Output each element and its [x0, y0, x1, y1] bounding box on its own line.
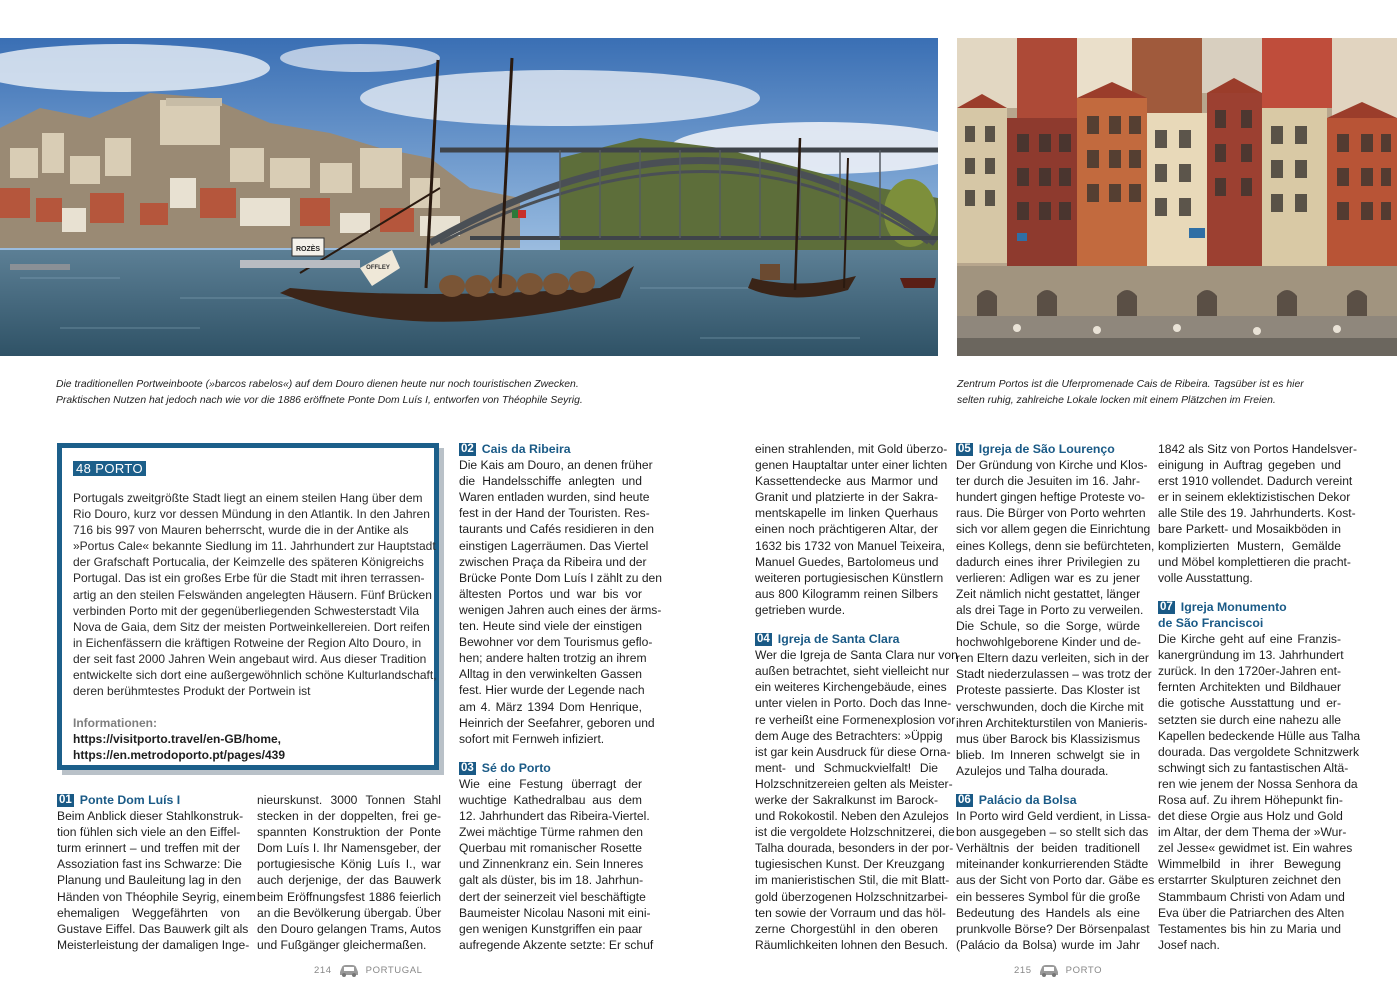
text-line: Brücke Ponte Dom Luís I zählt zu den	[459, 570, 663, 585]
text-line: im manieristischen Stil, die mit Blatt-	[755, 873, 950, 888]
text-line: wuchtige Kathedralbau aus dem	[459, 792, 642, 807]
info-box-line: Portugal. Das ist ein großes Erbe für die Stadt mit ihren terrassen-	[73, 571, 425, 586]
photo-ribeira-facades	[957, 38, 1397, 356]
text-line: galt als düster, bis im 18. Jahrhun-	[459, 873, 644, 888]
caption-line: Praktischen Nutzen hat jedoch nach wie vor die 1886 eröffnete Ponte Dom Luís I, entworfen von Théophile Seyrig.	[56, 395, 583, 406]
text-line: fest. Hier wurde der Legende nach	[459, 683, 645, 698]
footer-left	[314, 964, 423, 977]
column-1	[57, 792, 256, 953]
text-line: Zeit nämlich nicht gestattet, länger	[956, 586, 1141, 601]
section-title-text: Ponte Dom Luís I	[79, 793, 181, 807]
running-header: PORTO	[1065, 965, 1103, 976]
boat-name-offley: OFFLEY	[366, 265, 390, 271]
page-number: 214	[314, 965, 332, 976]
text-line: verlieren: Adligen war es zu jener	[956, 570, 1140, 585]
text-line: re verheißt eine Formenexplosion vor	[755, 712, 956, 727]
page-number: 215	[1014, 965, 1032, 976]
text-line: Wie eine Festung überragt der	[459, 776, 642, 791]
section-title-sao-lourenco	[956, 441, 1140, 457]
text-line: spannten Konstruktion der Ponte	[257, 825, 441, 840]
car-icon	[338, 964, 360, 977]
text-line: zerne Chorgestühl in den oberen	[755, 921, 938, 936]
text-line: Kassettendecke aus Marmor und	[755, 474, 938, 489]
text-line: det diese Orgie aus Holz und Gold	[1158, 809, 1343, 824]
text-line: Beim Anblick dieser Stahlkonstruk-	[57, 809, 244, 824]
text-line: erstarrter Skulpturen zeichnet den	[1158, 873, 1341, 888]
info-box-line: artig an den steilen Felswänden angelegten Häusern. Fünf Brücken	[73, 587, 432, 602]
section-title-text: Igreja Monumento	[1180, 599, 1287, 614]
text-line: Die Kais am Douro, an denen früher	[459, 458, 653, 473]
text-line: zel Jesse« gewidmet ist. Ein wahres	[1158, 841, 1353, 856]
column-3	[459, 441, 663, 953]
text-line: zwischen Praça da Ribeira und der	[459, 554, 647, 569]
boat-sign-rozes: ROZÈS	[295, 246, 321, 253]
text-line: ren Eltern dazu verleiten, sich in der	[956, 651, 1149, 666]
text-line: ihren Architekturstilen von Manieris-	[956, 715, 1148, 730]
text-line: erst 1910 vollendet. Dadurch vereint	[1158, 474, 1353, 489]
text-line: raus. Die Bürger von Porto wehrten	[956, 506, 1146, 521]
text-line: In Porto wird Geld verdient, in Lissa-	[956, 809, 1151, 824]
text-line: und Möbel komplettieren die pracht-	[1158, 554, 1351, 569]
text-line: Baumeister Nicolau Nasoni mit eini-	[459, 905, 651, 920]
section-title-sao-francisco	[1158, 599, 1341, 615]
section-title-text: Sé do Porto	[481, 760, 551, 775]
link-visitporto[interactable]: https://visitporto.travel/en-GB/home,	[73, 732, 282, 747]
text-line: schwingt sich zu fantastischen Altä-	[1158, 760, 1349, 775]
text-line: 12. Jahrhundert das Ribeira-Viertel.	[459, 809, 650, 824]
column-2	[257, 792, 441, 953]
section-number: 03	[461, 761, 474, 774]
section-title-cais-da-ribeira	[459, 441, 642, 457]
text-line: dourada. Das vergoldete Schnitzwerk	[1158, 744, 1359, 759]
text-line: Wer die Igreja de Santa Clara nur von	[755, 648, 958, 663]
text-line: turm erinnert – und treffen mit der	[57, 841, 240, 856]
text-line: Talha dourada, besonders in der por-	[755, 841, 954, 856]
text-line: verschwunden, doch die Kirche mit	[956, 699, 1144, 714]
text-line: ment- und Schmuckvielfalt! Die	[755, 760, 938, 775]
text-line: auch derjenige, der das Bauwerk	[257, 873, 441, 888]
section-title-text: Igreja de São Lourenço	[978, 442, 1115, 456]
text-line: als drei Tage in Porto zu verweilen.	[956, 602, 1144, 617]
section-title-text: Igreja de Santa Clara	[777, 632, 900, 647]
text-line: einigung in Auftrag gegeben und	[1158, 458, 1341, 473]
text-line: Bewohner vor dem Tourismus geflo-	[459, 635, 653, 650]
section-title-text: Palácio da Bolsa	[978, 792, 1077, 807]
text-line: die Handelsschiffe anlegten und	[459, 474, 642, 489]
text-line: wenigen Jahren auch eines der ärms-	[459, 602, 662, 617]
section-title-santa-clara	[755, 631, 938, 647]
column-6	[1158, 441, 1361, 953]
text-line: Die Kirche geht auf eine Franzis-	[1158, 632, 1341, 647]
text-line: sofort mit Fernweh infiziert.	[459, 731, 605, 746]
text-line: werke der Sakralkunst im Barock-	[755, 792, 938, 807]
text-line: ist die vergoldete Holzschnitzerei, die	[755, 825, 955, 840]
text-line: Granit und platzierte in der Sakra-	[755, 490, 938, 505]
text-line: Bedeutung des Handels als eine	[956, 905, 1140, 920]
text-line: portugiesische König Luís I., war	[257, 857, 441, 872]
text-line: weiteren portugiesischen Künstlern	[755, 570, 944, 585]
text-line: Azulejos und Talha dourada.	[956, 763, 1109, 778]
text-line: sich vor allem gegen die Einrichtung	[956, 522, 1151, 537]
text-line: Stammbaum Christi von Adam und	[1158, 889, 1345, 904]
text-line: mentskapelle im linken Querhaus	[755, 506, 938, 521]
text-line: Der Gründung von Kirche und Klos-	[956, 458, 1148, 473]
text-line: aus der Sicht von Porto dar. Gäbe es	[956, 873, 1155, 888]
info-box-line: 716 bis 997 von Mauren beherrscht, wurde die in der Antike als	[73, 523, 409, 538]
text-line: kanergründung im 13. Jahrhundert	[1158, 648, 1344, 663]
text-line: ter durch die Jesuiten im 16. Jahr-	[956, 474, 1140, 489]
text-line: Die Schule, so die Sorge, würde	[956, 619, 1140, 634]
text-line: Querbau mit romanischer Rosette	[459, 841, 642, 856]
info-box-title: 48 PORTO	[73, 461, 146, 476]
text-line: getrieben wurde.	[755, 602, 846, 617]
text-line: fest in der Hand der Touristen. Res-	[459, 506, 650, 521]
info-box-line: Rio Douro, kurz vor dessen Mündung in den Atlantik. In den Jahren	[73, 507, 430, 522]
text-line: dadurch eines ihrer Privilegien zu	[956, 554, 1140, 569]
text-line: genen Hauptaltar unter einer lichten	[755, 458, 948, 473]
text-line: tugiesischen Kunst. Der Kreuzgang	[755, 857, 945, 872]
text-line: komplizierten Mustern, Gemälde	[1158, 538, 1341, 553]
text-line: Josef nach.	[1158, 937, 1220, 952]
info-box-body	[73, 490, 437, 699]
text-line: nieurskunst. 3000 Tonnen Stahl	[257, 793, 441, 807]
text-line: taurants und Cafés residieren in den	[459, 522, 654, 537]
info-box-line: Nova de Gaia, dem Sitz der meisten Portweinkellereien. Dort reifen	[73, 619, 430, 634]
text-line: mus über Barock bis Klassizismus	[956, 731, 1140, 746]
text-line: Zwei mächtige Türme rahmen den	[459, 825, 643, 840]
text-line: ältesten Portos und war bis vor	[459, 586, 642, 601]
text-line: Räumlichkeiten lohnen den Besuch.	[755, 937, 948, 952]
section-number: 04	[757, 633, 770, 646]
section-number: 02	[461, 443, 474, 455]
column-5	[956, 441, 1155, 953]
text-line: ten sowie der Vorraum und das höl-	[755, 905, 946, 920]
section-title-se-do-porto	[459, 760, 642, 776]
text-line: zurück. In den 1720er-Jahren ent-	[1158, 664, 1341, 679]
text-line: hundert gingen heftige Proteste vo-	[956, 490, 1145, 505]
text-line: Manuel Guedes, Bartolomeus und	[755, 554, 939, 569]
text-line: Verhältnis der beiden traditionell	[956, 841, 1140, 856]
text-line: unter vielen in Porto. Doch das Inne-	[755, 696, 952, 711]
text-line: Händen von Théophile Seyrig, einem	[57, 889, 256, 904]
text-line: 1842 als Sitz von Portos Handelsver-	[1158, 442, 1357, 456]
text-line: setzten sie durch eine nahezu alle	[1158, 712, 1341, 727]
info-box-line: Portugals zweitgrößte Stadt liegt an einem steilen Hang über dem	[73, 491, 423, 505]
text-line: hen; andere halten trotzig an ihrem	[459, 651, 647, 666]
caption-left	[56, 377, 583, 409]
text-line: am 4. März 1394 Dom Henrique,	[459, 699, 642, 714]
section-title-palacio-da-bolsa	[956, 792, 1140, 808]
column-4	[755, 441, 958, 953]
text-line: bare Parkett- und Mosaikböden in	[1158, 522, 1341, 537]
text-line: miteinander konkurrierenden Städte	[956, 857, 1149, 872]
text-line: Holzschnitzereien gelten als Meister-	[755, 776, 953, 791]
text-line: Kapellen bedeckende Hülle aus Talha	[1158, 728, 1361, 743]
section-number: 07	[1160, 600, 1173, 613]
text-line: bon ausgegeben – so stellt sich das	[956, 825, 1149, 840]
section-number: 06	[958, 793, 971, 806]
text-line: alle Stile des 19. Jahrhunderts. Kost-	[1158, 506, 1356, 521]
text-line: außen betrachtet, sieht vielleicht nur	[755, 664, 950, 679]
text-line: fernten Architekten und Bildhauer	[1158, 680, 1341, 695]
text-line: ehemaligen Weggefährten von	[57, 905, 240, 920]
text-line: Rosa auf. Zu ihrem Höhepunkt fin-	[1158, 792, 1343, 807]
info-box-line: der seit fast 2000 Jahren Wein angebaut wird. Aus dieser Tradition	[73, 651, 427, 666]
text-line: Testamentes bis hin zu Maria und	[1158, 921, 1341, 936]
text-line: Gustave Eiffel. Das Bauwerk gilt als	[57, 921, 249, 936]
section-title-ponte-dom-luis	[57, 792, 240, 808]
text-line: Heinrich der Seefahrer, geboren und	[459, 715, 655, 730]
info-box-line: deren berühmtestes Produkt der Portwein ist	[73, 684, 311, 699]
text-line: eines Kollegs, denn sie befürchteten,	[956, 538, 1155, 553]
text-line: ist gar kein Ausdruck für diese Orna-	[755, 744, 951, 759]
caption-line: selten ruhig, zahlreiche Lokale locken mit einem Plätzchen im Freien.	[957, 395, 1276, 406]
text-line: gold überzogenen Holzschnitzarbei-	[755, 889, 948, 904]
photo-douro-bridge	[0, 38, 938, 356]
text-line: 1632 bis 1732 von Manuel Teixeira,	[755, 538, 946, 553]
text-line: beim Eröffnungsfest 1886 feierlich	[257, 889, 441, 904]
text-line: stecken in der doppelten, frei ge-	[257, 809, 441, 824]
info-box-line: in Eichenfässern die kräftigen Rotweine der Region Alto Douro, in	[73, 635, 422, 650]
running-header: PORTUGAL	[365, 965, 423, 976]
text-line: Meisterleistung der damaligen Inge-	[57, 937, 250, 952]
text-line: ein besseres Symbol für die große	[956, 889, 1141, 904]
text-line: tion fühlen sich viele an den Eiffel-	[57, 825, 241, 840]
text-line: Assoziation fast ins Schwarze: Die	[57, 857, 242, 872]
text-line: an die Bevölkerung übergab. Über	[257, 905, 442, 920]
text-line: Alltag in den verwinkelten Gassen	[459, 667, 642, 682]
text-line: Wimmelbild in ihrer Bewegung	[1158, 857, 1341, 872]
text-line: gen wenigen Kunstgriffen ein paar	[459, 921, 643, 936]
text-line: Waren entladen wurden, sind heute	[459, 490, 650, 505]
link-metrodoporto[interactable]: https://en.metrodoporto.pt/pages/439	[73, 748, 286, 763]
info-box-line: verbinden Porto mit der gegenüberliegenden Schwesterstadt Vila	[73, 603, 419, 618]
text-line: Eva über die Patriarchen des Alten	[1158, 905, 1345, 920]
footer-right	[1014, 964, 1102, 977]
car-icon	[1038, 964, 1060, 977]
text-line: einen noch prächtigeren Altar, der	[755, 522, 938, 537]
text-line: hochwohlgeborene Kinder und de-	[956, 635, 1141, 650]
text-line: er in seinem eklektizistischen Dekor	[1158, 490, 1351, 505]
text-line: (Palácio da Bolsa) wurde im Jahr	[956, 937, 1140, 952]
text-line: dem Auge des Betrachters: »Üppig	[755, 728, 943, 743]
info-box-line: entwickelte sich dort eine außergewöhnlich schöne Kulturlandschaft,	[73, 668, 437, 683]
caption-line: Die traditionellen Portweinboote (»barcos rabelos«) auf dem Douro dienen heute nur noch touristischen Zwecken.	[56, 379, 579, 390]
text-line: einen strahlenden, mit Gold überzo-	[755, 442, 948, 456]
caption-line: Zentrum Portos ist die Uferpromenade Cais de Ribeira. Tagsüber ist es hier	[957, 379, 1304, 390]
text-line: Stadt niederzulassen – was trotz der	[956, 667, 1152, 682]
section-number: 05	[958, 443, 971, 455]
text-line: ten. Heute sind viele der einstigen	[459, 619, 642, 634]
text-line: volle Ausstattung.	[1158, 570, 1253, 585]
text-line: und Fußgänger gleichermaßen.	[257, 937, 427, 952]
section-number: 01	[59, 794, 72, 806]
info-box-line: »Portus Cale« bekannte Siedlung im 11. Jahrhundert zur Hauptstadt	[73, 539, 436, 554]
text-line: und Rokokostil. Neben den Azulejos	[755, 809, 949, 824]
text-line: im Altar, der dem Thema der »Wur-	[1158, 825, 1347, 840]
text-line: einstigen Lagerräumen. Das Viertel	[459, 538, 649, 553]
text-line: den Douro gelangen Trams, Autos	[257, 921, 441, 936]
info-box-line: der Grafschaft Portucalia, der Keimzelle des späteren Königreichs	[73, 555, 424, 570]
porto-info-box	[57, 443, 439, 770]
text-line: Proteste passierte. Das Kloster ist	[956, 683, 1140, 698]
text-line: dert der seinerzeit viel beschäftigte	[459, 889, 646, 904]
text-line: aus 800 Kilogramm reinen Silbers	[755, 586, 938, 601]
text-line: blieb. Im Inneren schwelgt sie in	[956, 747, 1140, 762]
text-line: aufregende Akzente setzte: Er schuf	[459, 937, 654, 952]
section-title-sao-francisco-line2: de São Franciscoi	[1158, 615, 1264, 630]
text-line: ein weiteres Kirchengebäude, eines	[755, 680, 947, 695]
caption-right	[957, 377, 1304, 409]
text-line: die gotische Ausstattung und er-	[1158, 696, 1341, 711]
text-line: ren wie jenem der Nossa Senhora da	[1158, 776, 1358, 791]
text-line: prunkvolle Börse? Der Börsenpalast	[956, 921, 1150, 936]
section-title-text: Cais da Ribeira	[481, 442, 571, 456]
text-line: Planung und Bauleitung lag in den	[57, 873, 242, 888]
text-line: Dom Luís I. Ihr Namensgeber, der	[257, 841, 441, 856]
text-line: und Zinnenkranz ein. Sein Inneres	[459, 857, 644, 872]
info-label: Informationen:	[73, 716, 157, 731]
